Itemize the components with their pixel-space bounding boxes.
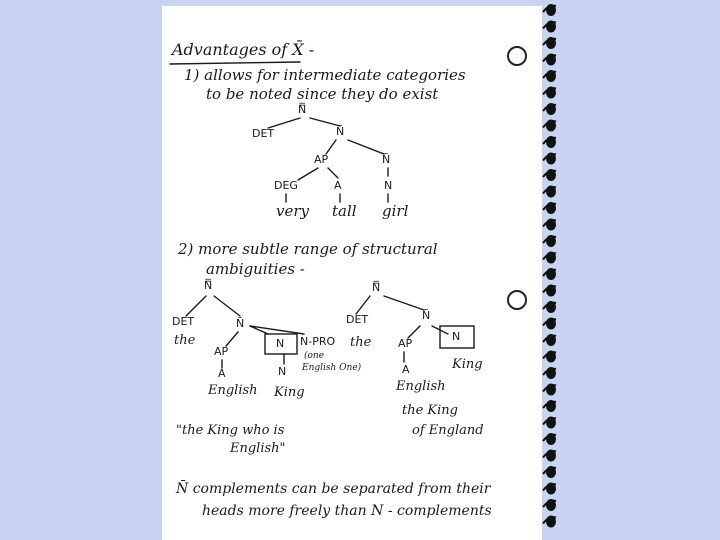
spiral-ring — [543, 169, 556, 181]
spiral-ring — [543, 103, 556, 115]
spiral-ring — [543, 384, 556, 396]
spiral-ring — [543, 499, 556, 511]
heading: Advantages of X̄ - — [172, 40, 315, 59]
point1-line1: 1) allows for intermediate categories — [184, 66, 466, 84]
spiral-ring — [543, 4, 556, 16]
tree2-root: N̿ — [204, 279, 213, 292]
point2-line1: 2) more subtle range of structural — [178, 240, 438, 258]
tree2-n: N — [278, 365, 287, 378]
gloss-right-line2: of England — [412, 423, 484, 438]
spiral-ring — [543, 400, 556, 412]
tree3-a: A — [402, 363, 410, 376]
tree1-n: N — [384, 179, 393, 192]
tree3-english: English — [396, 379, 446, 394]
tree2-boxed-n: N — [276, 337, 285, 350]
spiral-ring — [543, 433, 556, 445]
tree1-nbar: N̄ — [336, 125, 345, 138]
spiral-ring — [543, 334, 556, 346]
conclusion-line1: N̄ complements can be separated from their — [176, 481, 491, 497]
spiral-ring — [543, 186, 556, 198]
tree1-word-girl: girl — [382, 202, 409, 220]
spiral-ring — [543, 483, 556, 495]
tree2-npro-note2: English One) — [302, 363, 362, 373]
spiral-ring — [543, 367, 556, 379]
spiral-ring — [543, 450, 556, 462]
tree2-ap: AP — [214, 345, 229, 358]
tree1-det: DET — [252, 127, 275, 140]
spiral-ring — [543, 37, 556, 49]
tree3-king: King — [452, 357, 483, 372]
tree1-ap: AP — [314, 153, 329, 166]
binder-hole-top — [507, 46, 527, 66]
spiral-ring — [543, 516, 556, 528]
spiral-ring — [543, 235, 556, 247]
spiral-ring — [543, 202, 556, 214]
tree2-det: DET — [172, 315, 195, 328]
gloss-left-line1: "the King who is — [176, 423, 285, 438]
tree3-nbar: N̄ — [422, 309, 431, 322]
tree1-deg: DEG — [274, 179, 298, 192]
spiral-ring — [543, 417, 556, 429]
tree2-king: King — [274, 385, 305, 400]
spiral-ring — [543, 301, 556, 313]
spiral-ring — [543, 219, 556, 231]
spiral-ring — [543, 21, 556, 33]
spiral-ring — [543, 318, 556, 330]
spiral-ring — [543, 120, 556, 132]
spiral-ring — [543, 466, 556, 478]
tree2-english: English — [208, 383, 258, 398]
binder-hole-middle — [507, 290, 527, 310]
spiral-ring — [543, 87, 556, 99]
tree1-root: N̿ — [298, 103, 307, 116]
gloss-right-line1: the King — [402, 403, 458, 418]
tree1-a: A — [334, 179, 342, 192]
tree2-npro-note1: (one — [304, 351, 325, 361]
gloss-left-line2: English" — [230, 441, 286, 456]
tree1-nbar2: N̄ — [382, 153, 391, 166]
tree3-root: N̿ — [372, 281, 381, 294]
conclusion-line2: heads more freely than N - complements — [202, 503, 492, 519]
tree3-det: DET — [346, 313, 369, 326]
tree2-the: the — [174, 333, 196, 348]
tree2-nbar: N̄ — [236, 317, 245, 330]
tree2-npro: N-PRO — [300, 335, 336, 348]
point1-line2: to be noted since they do exist — [206, 85, 439, 103]
point2-line2: ambiguities - — [206, 260, 305, 278]
tree3-ap: AP — [398, 337, 413, 350]
spiral-ring — [543, 70, 556, 82]
spiral-ring — [543, 153, 556, 165]
spiral-ring — [543, 136, 556, 148]
spiral-ring — [543, 252, 556, 264]
tree2-a: A — [218, 367, 226, 380]
tree1-word-tall: tall — [332, 202, 357, 220]
tree1-word-very: very — [276, 202, 309, 220]
spiral-ring — [543, 285, 556, 297]
spiral-ring — [543, 54, 556, 66]
spiral-ring — [543, 351, 556, 363]
tree3-the: the — [350, 335, 372, 350]
spiral-ring — [543, 268, 556, 280]
tree3-boxed-n: N — [452, 330, 461, 343]
